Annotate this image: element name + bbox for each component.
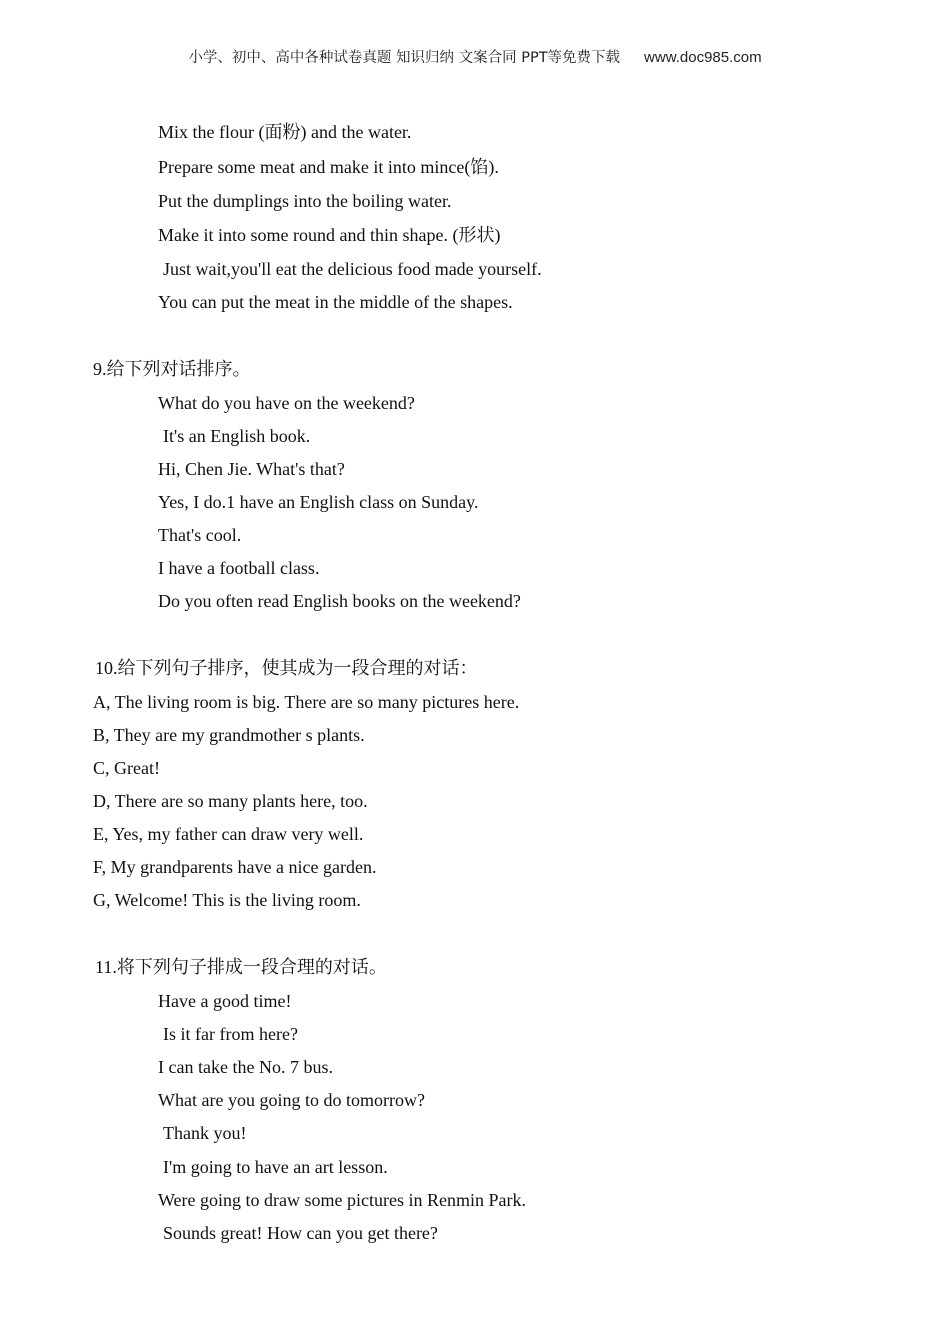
q8-line-6: You can put the meat in the middle of the shapes.: [158, 292, 513, 312]
q11-title: 11.将下列句子排成一段合理的对话。: [95, 957, 387, 977]
q9-line-7: Do you often read English books on the weekend?: [158, 591, 521, 611]
q10-option-a: A, The living room is big. There are so many pictures here.: [93, 692, 520, 712]
q10-option-c: C, Great!: [93, 758, 160, 778]
q9-line-1: What do you have on the weekend?: [158, 393, 415, 413]
q11-line-7: Were going to draw some pictures in Renmin Park.: [158, 1190, 526, 1210]
q11-line-2: Is it far from here?: [163, 1024, 298, 1044]
q9-title: 9.给下列对话排序。: [93, 359, 251, 379]
q8-line-2: Prepare some meat and make it into mince(馅).: [158, 157, 499, 177]
q11-line-4: What are you going to do tomorrow?: [158, 1090, 425, 1110]
q8-line-3: Put the dumplings into the boiling water.: [158, 191, 452, 211]
q9-line-2: It's an English book.: [163, 426, 311, 446]
header-text: 小学、初中、高中各种试卷真题 知识归纳 文案合同 PPT等免费下载: [188, 50, 621, 66]
q10-option-g: G, Welcome! This is the living room.: [93, 890, 361, 910]
q10-option-e: E, Yes, my father can draw very well.: [93, 824, 364, 844]
q9-line-4: Yes, I do.1 have an English class on Sunday.: [158, 492, 479, 512]
q9-line-6: I have a football class.: [158, 558, 320, 578]
q8-line-1: Mix the flour (面粉) and the water.: [158, 122, 412, 142]
q11-line-5: Thank you!: [163, 1123, 247, 1143]
q11-line-8: Sounds great! How can you get there?: [163, 1223, 438, 1243]
q11-line-1: Have a good time!: [158, 991, 292, 1011]
header-site-link[interactable]: www.doc985.com: [644, 49, 762, 66]
q10-option-b: B, They are my grandmother s plants.: [93, 725, 365, 745]
q11-line-3: I can take the No. 7 bus.: [158, 1057, 333, 1077]
page-header: [0, 46, 950, 67]
q11-line-6: I'm going to have an art lesson.: [163, 1157, 388, 1177]
q8-line-4: Make it into some round and thin shape. (形状): [158, 225, 501, 245]
q9-line-5: That's cool.: [158, 525, 242, 545]
q10-title: 10.给下列句子排序，使其成为一段合理的对话：: [95, 658, 478, 678]
q10-option-d: D, There are so many plants here, too.: [93, 791, 368, 811]
q9-line-3: Hi, Chen Jie. What's that?: [158, 459, 345, 479]
q10-option-f: F, My grandparents have a nice garden.: [93, 857, 377, 877]
q8-line-5: Just wait,you'll eat the delicious food made yourself.: [163, 259, 542, 279]
